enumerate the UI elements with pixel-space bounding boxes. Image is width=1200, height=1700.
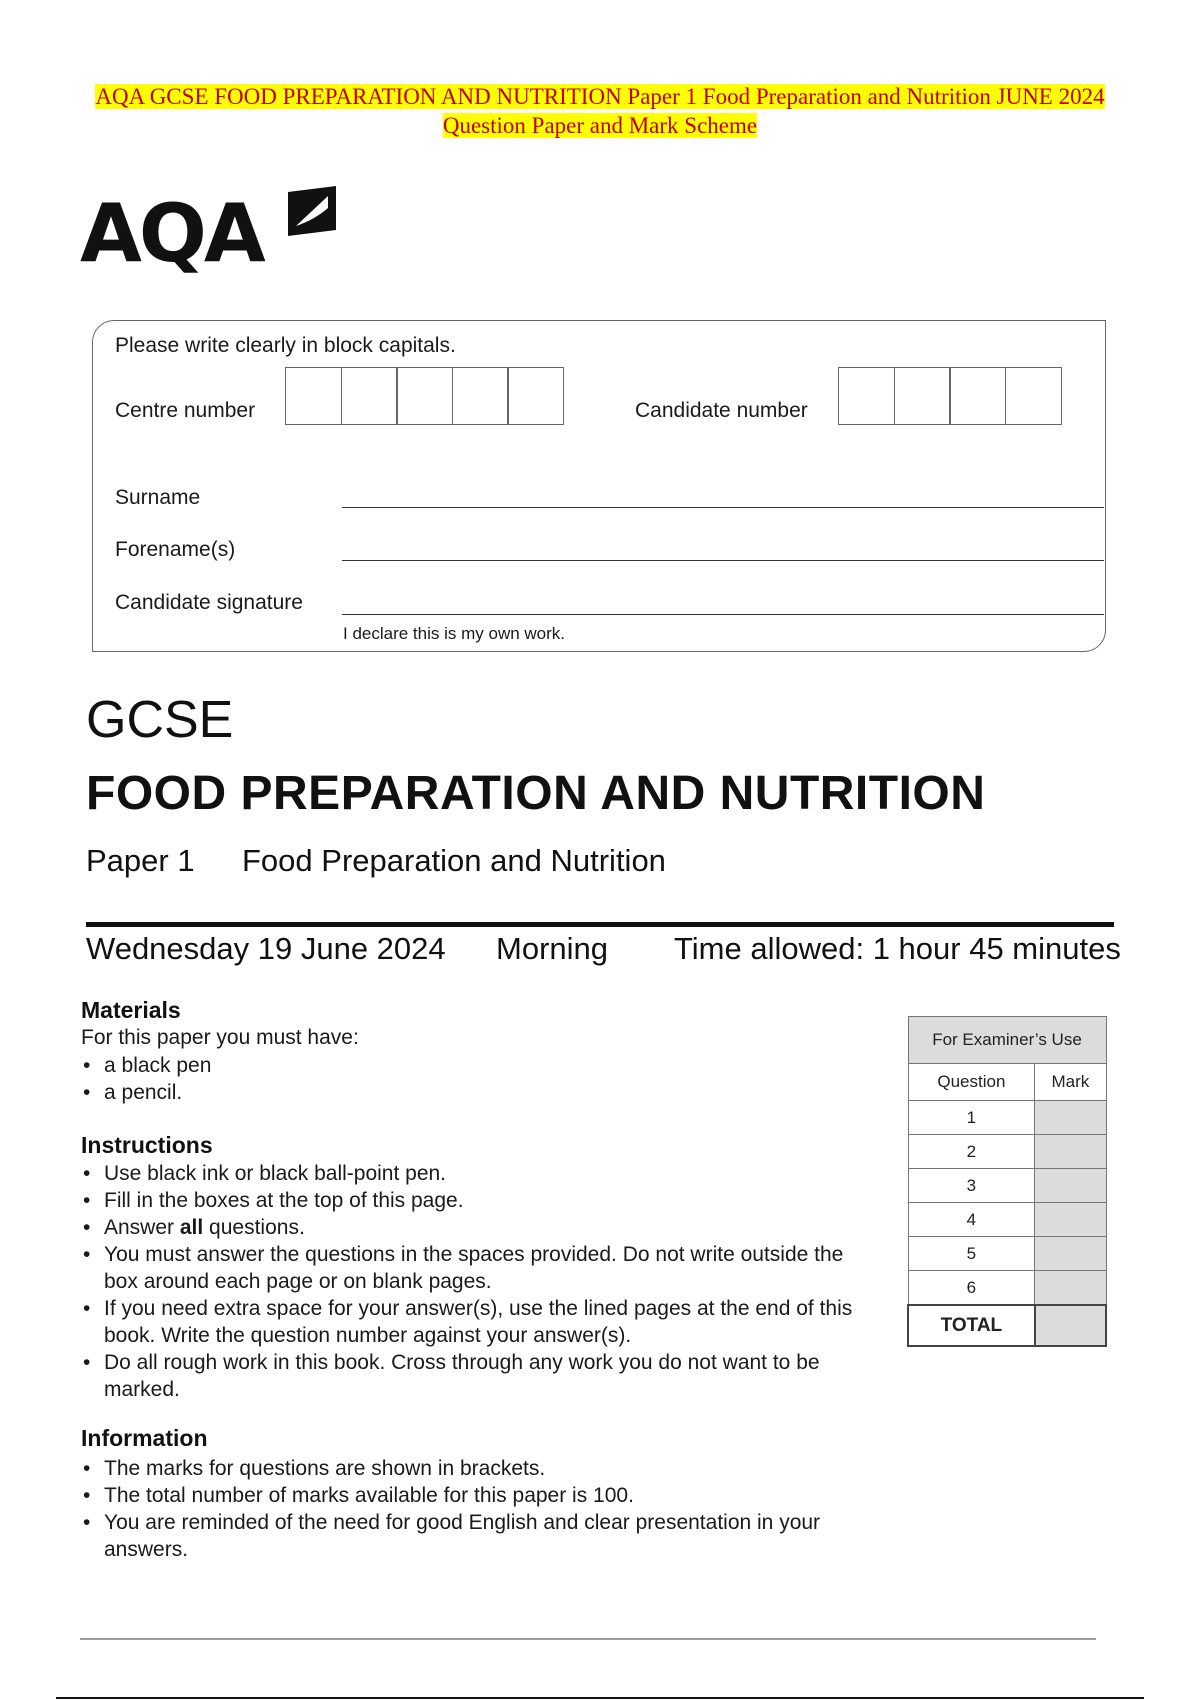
mark-cell [1035,1271,1106,1306]
mark-cell [1035,1135,1106,1169]
table-row [908,1237,1106,1271]
qualification-title: GCSE [86,691,234,749]
surname-input-line[interactable] [342,507,1104,508]
list-item: • You are reminded of the need for good English and clear presentation in your answers. [83,1511,821,1561]
list-item: • If you need extra space for your answer(s), use the lined pages at the end of this book. Write the question number against your answer(s). [83,1297,853,1347]
subject-title: FOOD PREPARATION AND NUTRITION [86,767,986,820]
examiner-use-table [907,1016,1107,1347]
centre-number-digit-box[interactable] [507,367,564,425]
exam-session: Morning [496,931,608,966]
candidate-number-label: Candidate number [635,399,808,422]
materials-heading: Materials [81,997,181,1023]
title-divider [86,922,1114,927]
table-row [908,1135,1106,1169]
mark-cell [1035,1203,1106,1237]
list-item: • a pencil. [83,1081,183,1104]
forenames-input-line[interactable] [342,560,1104,561]
paper-title: Food Preparation and Nutrition [242,843,666,878]
time-allowed: Time allowed: 1 hour 45 minutes [674,931,1121,966]
signature-input-line[interactable] [342,614,1104,615]
instructions-heading: Instructions [81,1132,213,1158]
table-row [908,1271,1106,1306]
list-item: • Use black ink or black ball-point pen. [83,1162,447,1185]
mark-column-header: Mark [1035,1064,1106,1101]
total-mark-cell [1035,1305,1106,1346]
aqa-logo: AQA [80,187,263,280]
banner-line-2: Question Paper and Mark Scheme [442,113,758,138]
materials-list [81,1052,881,1106]
examiner-table-heading: For Examiner’s Use [908,1017,1106,1064]
candidate-number-field[interactable] [838,367,1060,425]
question-column-header: Question [908,1064,1035,1101]
aqa-logo-mark-icon [284,186,340,246]
list-item: • Fill in the boxes at the top of this page. [83,1189,464,1212]
list-item: • Answer all questions. [83,1216,305,1239]
question-number: 5 [908,1237,1035,1271]
question-number: 4 [908,1203,1035,1237]
paper-number: Paper 1 [86,843,195,878]
table-row [908,1203,1106,1237]
question-number: 2 [908,1135,1035,1169]
list-item: • The marks for questions are shown in brackets. [83,1457,546,1480]
centre-number-digit-box[interactable] [341,367,398,425]
list-item: • a black pen [83,1054,212,1077]
surname-label: Surname [115,486,201,509]
candidate-number-digit-box[interactable] [894,367,951,425]
information-list [81,1455,871,1563]
centre-number-field[interactable] [285,367,563,425]
instructions-list [81,1160,871,1403]
centre-number-digit-box[interactable] [396,367,453,425]
block-capitals-instruction: Please write clearly in block capitals. [115,334,456,357]
banner-line-1: AQA GCSE FOOD PREPARATION AND NUTRITION Paper 1 Food Preparation and Nutrition JUNE 2024 [95,84,1105,109]
total-row [908,1305,1106,1346]
signature-label: Candidate signature [115,591,303,614]
page-bottom-rule [56,1697,1144,1699]
footer-divider [80,1638,1096,1640]
table-row [908,1101,1106,1135]
forenames-label: Forename(s) [115,538,236,561]
declaration-text: I declare this is my own work. [343,624,566,643]
mark-cell [1035,1101,1106,1135]
mark-cell [1035,1237,1106,1271]
total-label: TOTAL [908,1305,1035,1346]
centre-number-digit-box[interactable] [452,367,509,425]
candidate-number-digit-box[interactable] [949,367,1006,425]
document-banner [60,82,1140,140]
candidate-number-digit-box[interactable] [1005,367,1062,425]
centre-number-label: Centre number [115,399,256,422]
mark-cell [1035,1169,1106,1203]
list-item: • Do all rough work in this book. Cross through any work you do not want to be marked. [83,1351,820,1401]
list-item: • The total number of marks available for this paper is 100. [83,1484,634,1507]
table-row [908,1169,1106,1203]
list-item: • You must answer the questions in the spaces provided. Do not write outside the box around each page or on blank pages. [83,1243,844,1293]
candidate-number-digit-box[interactable] [838,367,895,425]
materials-intro: For this paper you must have: [81,1026,359,1049]
centre-number-digit-box[interactable] [285,367,342,425]
question-number: 1 [908,1101,1035,1135]
question-number: 3 [908,1169,1035,1203]
information-heading: Information [81,1425,208,1451]
exam-date: Wednesday 19 June 2024 [86,931,446,966]
question-number: 6 [908,1271,1035,1306]
